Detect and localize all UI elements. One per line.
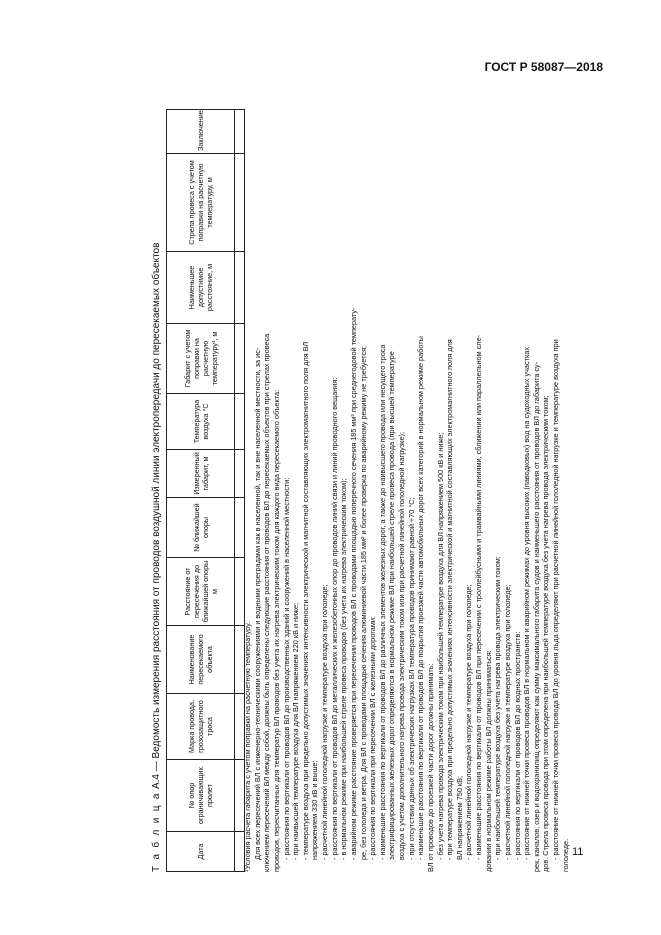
table-caption [150,243,163,872]
col-date: Дата [167,832,235,872]
col-wire-grade: Марка провода, грозозащитного троса [167,694,235,760]
note-line: дов. Стрела провеса провода при этом определена при наибольшей температуре воздуха без учета нагрева провода электрическим током; [541,395,551,872]
note-line: - наименьшие расстояния по вертикали от проводов ВЛ до покрытия проезжей части автомобильных дорог всех категорий в нормальном режиме работы [416,336,426,860]
note-line: воздуха с учетом дополнительного нагрева провода электрическим током или при расчетной линейной гололедной нагрузке); [397,432,406,860]
col-measured-clearance: Измеренный габарит, м [167,450,235,498]
col-span-poles: № опор ограничивающих пролет [167,760,235,832]
note-line: гололеде. [560,838,570,872]
note-line: ¹Условия расчета габарита с учетом поправки на расчетную температуру. [243,621,252,872]
note-line: - без учета нагрева провода электрическим током при наибольшей температуре воздуха для ВЛ напряжением 500 кВ и ниже; [435,432,445,860]
note-line: - расчетной линейной гололедной нагрузке и температуре воздуха при гололеде; [502,584,512,860]
table-caption-prefix: Т а б л и ц а [151,791,162,872]
note-line: рек, каналов, озер и водохранилищ определяют как сумму максимального габарита судов и наименьшего расстояния от проводов ВЛ до габарита су- [531,361,541,872]
note-line: - аварийном режиме расстояние проверяется при пересечении проводов ВЛ с проводами площадью поперечного сечения 185 мм² при среднегодовой температу- [348,307,358,860]
col-object-name: Наименование пересекаемого объекта [167,626,235,694]
note-line: - в нормальном режиме при наибольшей стреле провеса проводов (без учета их нагрева электрическим током); [339,478,349,860]
note-line: - температуре воздуха при предельно допустимых значениях интенсивности электрической и магнитной составляющих электромагнитного поля для ВЛ [300,341,310,860]
note-line: - расстояния по вертикали при пересечении ВЛ с железными дорогами: [368,616,378,860]
note-line: - при наибольшей температуре воздуха без учета нагрева провода электрическим током; [493,556,503,860]
note-line: - расстояния по вертикали от проводов ВЛ до металлических и железобетонных опор до проводов линий связи и линий проводного вещания: [329,377,339,860]
document-header: ГОСТ Р 58087—2018 [484,60,603,74]
note-line: ре, без гололеда и ветра. Для ВЛ с проводами площадью сечения алюминиевой части 185 мм² и более проверка по аварийному режиму не требуется; [358,345,368,860]
note-line: ключением пересечений ВЛ между собой, должны быть определены следующие расстояния от проводов ВЛ до пересекаемых объектов при стрелах провеса [262,333,272,872]
note-line: - наименьшие расстояния по вертикали от проводов ВЛ до различных элементов железных дорог, а также до наивысшего провода или несущего троса [377,344,387,860]
col-min-allowed-distance: Наименьшее допустимое расстояние, м [167,252,235,324]
table-notes [243,126,570,872]
note-line: проводов, пересчитанных для температур ВЛ проводов без учета их нагрева электрическим током для каждого вида пересекаемого объекта: [271,389,281,872]
note-line: - расстояния по вертикали от проводов ВЛ до производственных зданий и сооружений в населенной местности: [281,477,291,860]
note-line: - при отсутствии данных об электрических нагрузках ВЛ температура проводов принимают равной +70 °С; [406,497,416,860]
rotated-table-block [142,102,582,902]
table-caption-text: А.4 — Ведомость измерения расстояния от проводов воздушной линии электропередачи до пересекаемых объектов [151,242,162,790]
page-number: 11 [572,846,584,858]
col-nearest-pole: № ближайшей опоры [167,498,235,558]
col-corrected-clearance: Габарит с учетом поправки на расчетную температуру¹, м [167,324,235,394]
col-sag: Стрела провеса с учетом поправки на расчетную температуру, м [167,154,235,252]
col-air-temperature: Температура воздуха °С [167,394,235,450]
note-line: - расстояния по вертикали от проводов ВЛ до водных пространств: [512,631,522,860]
note-line: довании в нормальном режиме работы ВЛ должны приниматься: [483,650,493,872]
col-conclusion: Заключение [167,110,235,154]
note-line: ВЛ напряжением 750 кВ; [454,775,464,860]
note-line: - при наивысшей температуре воздуха для ВЛ напряжением 220 кВ и ниже; [291,602,301,860]
note-line: Для всех пересечений ВЛ с инженерно-техническими сооружениями и водными преградами как в населенной, так и вне населенной местности, за ис- [252,347,262,860]
col-distance-to-pole: Расстояние от пересечения до ближайшей опоры м [167,558,235,626]
note-line: - расчетной линейной гололедной нагрузке и температуре воздуха при гололеде; [320,584,329,860]
note-line: - расстояние от нижней точки провеса проводов ВЛ в нормальном и аварийном режимах до уровня высоких (паводковых) вод на судоходных участках [522,346,532,860]
note-line: напряжением 330 кВ и выше; [310,760,320,860]
measurement-table [166,109,245,872]
note-line: электрифицированных железных дорог определяются в нормальном режиме ВЛ при наибольшей стреле провеса провода (при высшей температуре [387,351,397,860]
note-line: - расстояние от нижней точки провеса провода ВЛ до уровня льда определяют при расчетной линейной гололедной нагрузке и температуре воздуха при [551,339,560,860]
note-line: - при температуре воздуха при предельно допустимых значениях интенсивности электрической и магнитной составляющих электромагнитного поля для [445,339,455,860]
table-header-row [167,110,235,872]
note-line: - наименьшие расстояния по вертикали от проводов ВЛ при пересечении с троллейбусными и трамвайными линиями, сближении или параллельном сле- [474,334,483,860]
note-line: ВЛ от проводов до проезжей части дорог должны принимать: [425,663,435,872]
note-line: - расчетной линейной гололедной нагрузке и температуре воздуха при гололеде; [464,584,474,860]
